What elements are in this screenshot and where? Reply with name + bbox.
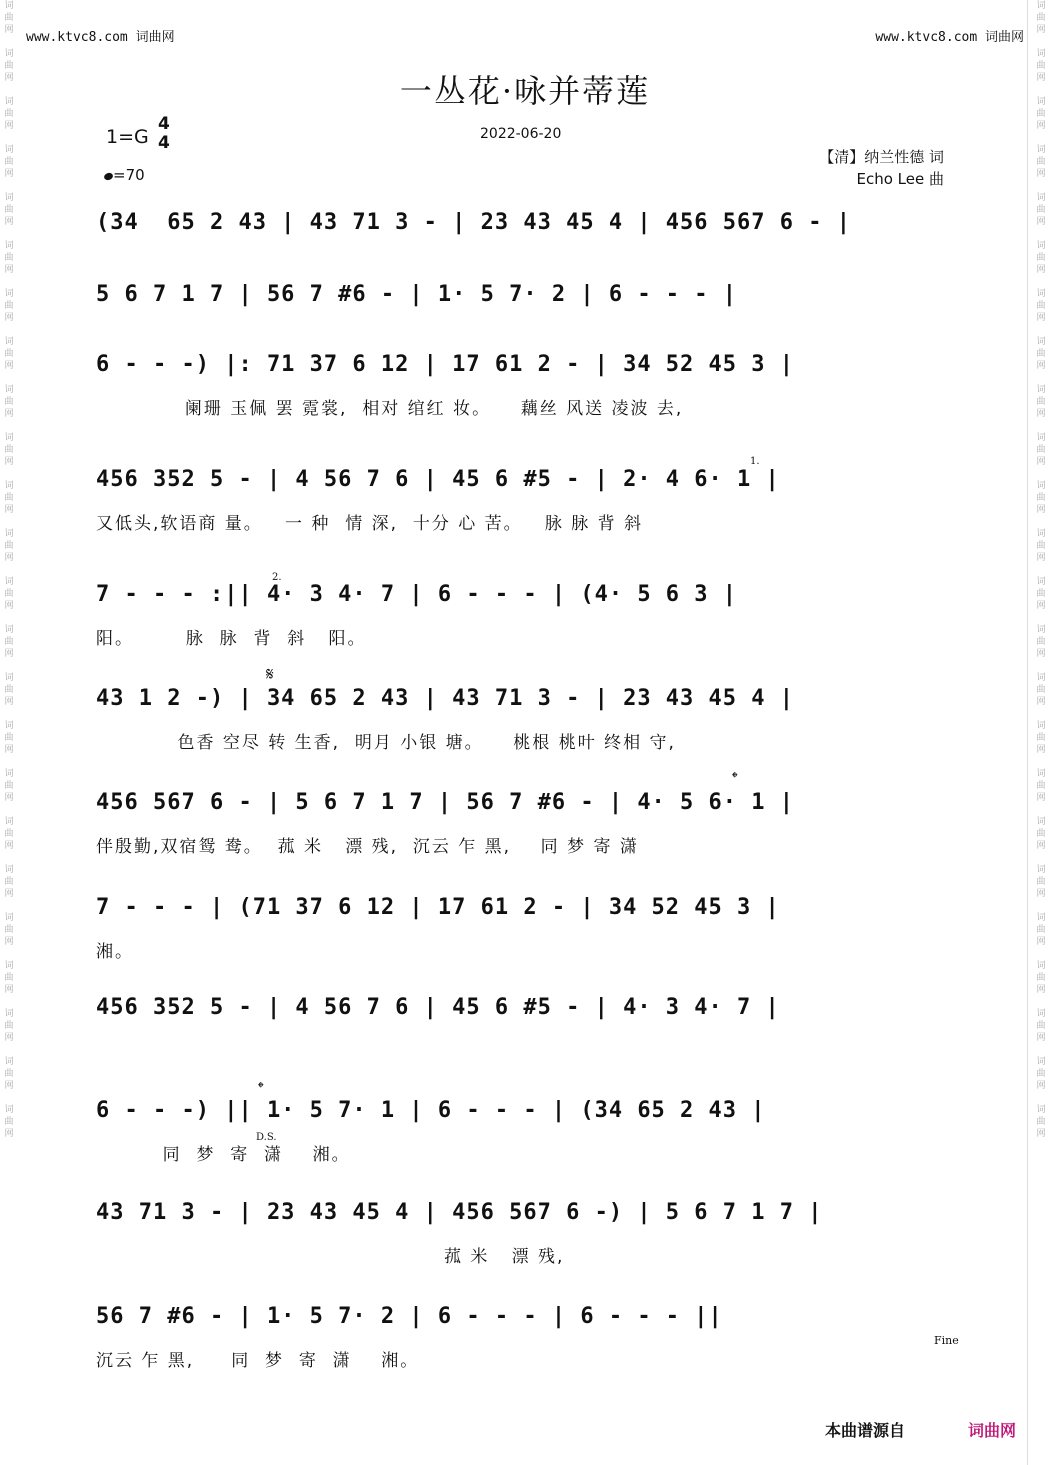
watermark-left: 词曲网 词曲网 词曲网 词曲网 词曲网 词曲网 词曲网 词曲网 词曲网 词曲网 词曲网 词曲网 词曲网 词曲网 词曲网 词曲网 词曲网 词曲网 词曲网 词曲网 词曲网 词曲网 词曲网 词曲网 [4,1,14,1139]
notation-row: 5 6 7 1 7 | 56 7 #6 - | 1· 5 7· 2 | 6 - - - | [96,282,738,307]
lyric-row: 色香 空尽 转 生香, 明月 小银 塘。 桃根 桃叶 终相 守, [96,733,676,753]
score-line [96,1098,956,1178]
notation-row: 7 - - - :|| 4· 3 4· 7 | 6 - - - | (4· 5 6 3 | [96,582,738,607]
score-line [96,352,956,432]
song-title: 一丛花·咏并蒂莲 [399,72,651,110]
notation-row: 43 1 2 -) | 34 65 2 43 | 43 71 3 - | 23 43 45 4 | [96,686,795,711]
coda-icon: 𝄌 [258,1078,264,1097]
notation-row: 456 352 5 - | 4 56 7 6 | 45 6 #5 - | 2· 4 6· 1 | [96,467,780,492]
lyric-row: 菰 米 漂 残, [96,1247,565,1267]
notation-row: (34 65 2 43 | 43 71 3 - | 23 43 45 4 | 456 567 6 - | [96,210,851,235]
volta-1: 1. [750,456,760,467]
lyricist-credit: 【清】纳兰性德 词 [819,148,944,166]
score-line [96,1200,956,1280]
notation-row: 56 7 #6 - | 1· 5 7· 2 | 6 - - - | 6 - - - || [96,1304,723,1329]
score-line [96,467,956,547]
site-link-right[interactable]: www.ktvc8.com 词曲网 [875,30,1024,45]
notation-row: 456 352 5 - | 4 56 7 6 | 45 6 #5 - | 4· 3 4· 7 | [96,995,780,1020]
ds-marking: D.S. [256,1132,277,1143]
segno-icon: 𝄋 [266,664,274,685]
notation-row: 6 - - -) |: 71 37 6 12 | 17 61 2 - | 34 52 45 3 | [96,352,795,377]
score-line [96,582,956,662]
site-link-left[interactable]: www.ktvc8.com 词曲网 [26,30,175,45]
key-signature: 1=G [106,126,149,148]
footer-source-site[interactable]: 词曲网 [967,1421,1016,1440]
score-line [96,1304,956,1384]
notation-row: 43 71 3 - | 23 43 45 4 | 456 567 6 -) | 5 6 7 1 7 | [96,1200,823,1225]
lyric-row: 同 梦 寄 潇 湘。 [96,1145,351,1165]
watermark-right: 词曲网 词曲网 词曲网 词曲网 词曲网 词曲网 词曲网 词曲网 词曲网 词曲网 词曲网 词曲网 词曲网 词曲网 词曲网 词曲网 词曲网 词曲网 词曲网 词曲网 词曲网 词曲网 词曲网 词曲网 [1036,1,1046,1139]
lyric-row: 阳。 脉 脉 背 斜 阳。 [96,629,367,649]
lyric-row: 沉云 乍 黑, 同 梦 寄 潇 湘。 [96,1351,420,1371]
lyric-row: 伴殷勤,双宿鸳 鸯。 菰 米 漂 残, 沉云 乍 黑, 同 梦 寄 潇 [96,837,639,857]
time-signature-bottom: 4 [158,133,170,153]
notation-row: 456 567 6 - | 5 6 7 1 7 | 56 7 #6 - | 4· 5 6· 1 | [96,790,795,815]
score-line [96,210,956,290]
lyric-row: 阑珊 玉佩 罢 霓裳, 相对 绾红 妆。 藕丝 风送 凌波 去, [96,399,684,419]
score-line [96,995,956,1075]
lyric-row: 又低头,软语商 量。 一 种 情 深, 十分 心 苦。 脉 脉 背 斜 [96,514,644,534]
score-line [96,790,956,870]
notation-row: 6 - - -) || 1· 5 7· 1 | 6 - - - | (34 65 2 43 | [96,1098,766,1123]
notation-row: 7 - - - | (71 37 6 12 | 17 61 2 - | 34 52 45 3 | [96,895,780,920]
fine-marking: Fine [934,1334,959,1347]
date: 2022-06-20 [480,126,562,142]
composer-credit: Echo Lee 曲 [856,170,944,188]
score-line [96,686,956,766]
time-signature [158,115,170,153]
tempo-marking [104,166,145,184]
coda-icon: 𝄌 [732,768,738,787]
footer-source-label: 本曲谱源自 [824,1421,905,1440]
score-line [96,282,956,362]
volta-2: 2. [272,572,282,583]
score-line [96,895,956,975]
tempo-value: =70 [113,166,145,184]
time-signature-top: 4 [158,114,170,134]
page-edge-line [1027,0,1028,1465]
lyric-row: 湘。 [96,942,134,962]
